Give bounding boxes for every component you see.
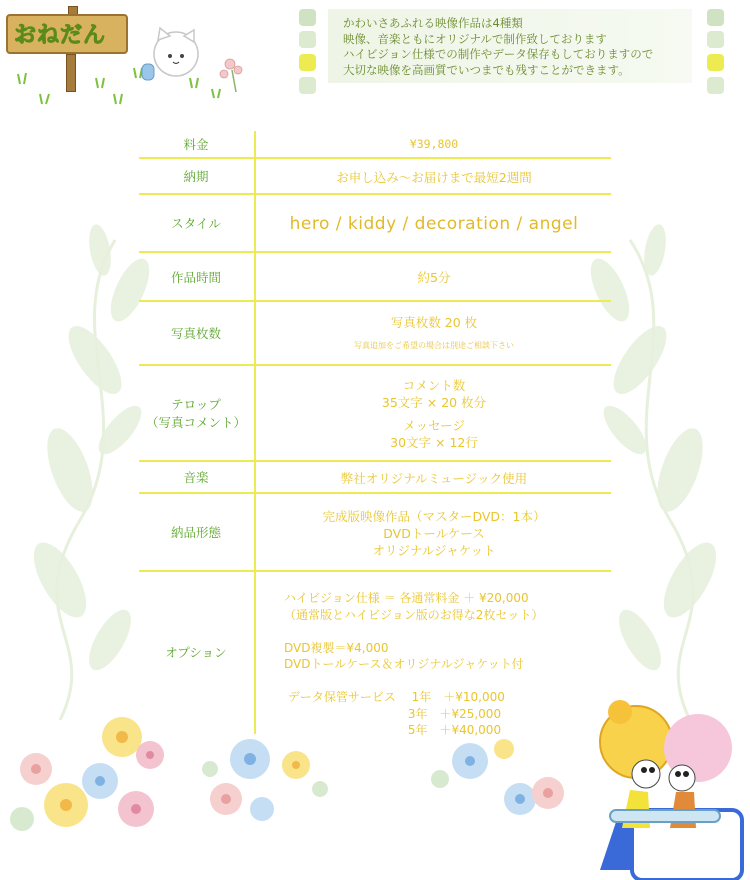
row-note: 写真追加をご希望の場合は別途ご相談下さい — [354, 341, 514, 350]
row-label: オプション — [165, 645, 227, 660]
deco-square — [299, 54, 316, 71]
characters-mascot-icon — [590, 700, 750, 880]
deco-square — [707, 31, 724, 48]
row-label: 作品時間 — [170, 269, 221, 285]
row-value: お申し込み～お届けまで最短2週間 — [336, 169, 532, 185]
row-label: テロップ （写真コメント） — [145, 397, 246, 430]
column-divider — [254, 131, 256, 734]
options-text: ハイビジョン仕様 ＝ 各通常料金 ＋ ¥20,000 （通常版とハイビジョン版のお得な2枚セット） DVD複製＝¥4,000 DVDトールケース＆オリジナルジャケット付 データ保管サービス 1年 ＋¥10,000 3年 ＋¥25,000 5年 ＋¥40,000 — [284, 591, 544, 737]
table-row-style — [139, 195, 611, 253]
row-label: 音楽 — [183, 470, 209, 485]
deco-square — [299, 77, 316, 94]
row-value: ¥39,800 — [409, 137, 459, 151]
deco-square — [707, 9, 724, 26]
deco-square — [299, 31, 316, 48]
row-value: 完成版映像作品（マスターDVD：1本） DVDトールケース オリジナルジャケット — [322, 508, 546, 558]
grass-icon — [0, 0, 260, 110]
table-row-delivery-format — [139, 494, 611, 572]
table-row-photos — [139, 302, 611, 366]
row-value: 弊社オリジナルミュージック使用 — [340, 470, 528, 486]
row-label: 写真枚数 — [170, 326, 221, 341]
cat-mascot-icon — [140, 26, 206, 84]
page-title: おねだん — [14, 23, 107, 48]
row-label: 納期 — [183, 169, 209, 184]
table-row-music — [139, 462, 611, 494]
row-label: スタイル — [171, 216, 221, 231]
deco-square — [299, 9, 316, 26]
row-value: 約5分 — [417, 270, 451, 285]
row-value: hero / kiddy / decoration / angel — [289, 213, 579, 234]
table-row-captions — [139, 366, 611, 462]
table-row-duration — [139, 253, 611, 302]
deco-square — [707, 54, 724, 71]
row-label: 納品形態 — [170, 525, 221, 540]
table-row-price — [139, 130, 611, 159]
intro-text: かわいさあふれる映像作品は4種類 映像、音楽ともにオリジナルで制作致しております ハイビジョン仕様での制作やデータ保存もしておりますので 大切な映像を高画質でいつまでも残すことができます。 — [343, 16, 654, 77]
row-value: 写真枚数 20 枚 写真追加をご希望の場合は別途ご相談下さい — [257, 302, 611, 366]
row-label: 料金 — [183, 136, 209, 152]
table-row-delivery — [139, 159, 611, 195]
row-value: コメント数 35文字 × 20 枚分 メッセージ 30文字 × 12行 — [381, 378, 487, 450]
deco-square — [707, 77, 724, 94]
